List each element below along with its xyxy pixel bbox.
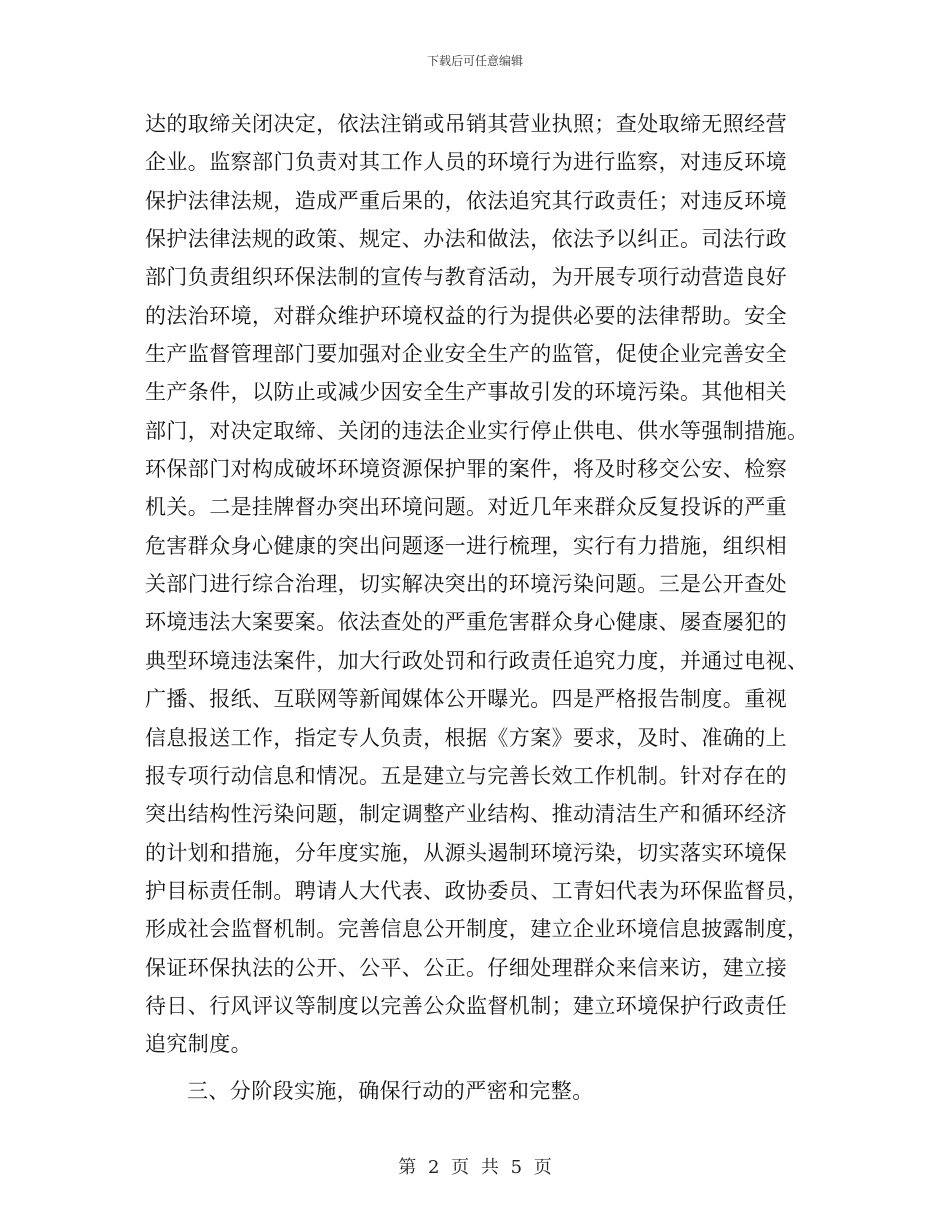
body-line: 达的取缔关闭决定，依法注销或吊销其营业执照；查处取缔无照经营	[145, 112, 787, 136]
page-header-note: 下载后可任意编辑	[426, 54, 523, 68]
body-line: 环境违法大案要案。依法查处的严重危害群众身心健康、屡查屡犯的	[145, 610, 787, 635]
body-line: 生产条件，以防止或减少因安全生产事故引发的环境污染。其他相关	[145, 380, 787, 405]
body-line: 企业。监察部门负责对其工作人员的环境行为进行监察，对违反环境	[145, 150, 787, 175]
body-line: 机关。二是挂牌督办突出环境问题。对近几年来群众反复投诉的严重	[145, 495, 787, 520]
body-line: 报专项行动信息和情况。五是建立与完善长效工作机制。针对存在的	[145, 763, 787, 788]
body-line: 形成社会监督机制。完善信息公开制度，建立企业环境信息披露制度，	[145, 917, 809, 942]
body-line: 部门负责组织环保法制的宣传与教育活动，为开展专项行动营造良好	[145, 265, 787, 290]
body-line: 环保部门对构成破坏环境资源保护罪的案件，将及时移交公安、检察	[145, 457, 787, 482]
body-line: 部门，对决定取缔、关闭的违法企业实行停止供电、供水等强制措施。	[145, 418, 809, 443]
body-line: 保证环保执法的公开、公平、公正。仔细处理群众来信来访，建立接	[145, 955, 787, 980]
body-line: 突出结构性污染问题，制定调整产业结构、推动清洁生产和循环经济	[145, 802, 787, 827]
body-line: 待日、行风评议等制度以完善公众监督机制；建立环境保护行政责任	[145, 993, 787, 1018]
body-line: 的法治环境，对群众维护环境权益的行为提供必要的法律帮助。安全	[145, 303, 787, 328]
body-line: 信息报送工作，指定专人负责，根据《方案》要求，及时、准确的上	[145, 725, 787, 750]
body-line: 典型环境违法案件，加大行政处罚和行政责任追究力度，并通过电视、	[145, 648, 809, 673]
body-line: 追究制度。	[145, 1032, 252, 1057]
body-line: 护目标责任制。聘请人大代表、政协委员、工青妇代表为环保监督员，	[145, 878, 809, 903]
body-line: 保护法律法规，造成严重后果的，依法追究其行政责任；对违反环境	[145, 188, 787, 213]
document-body	[145, 105, 820, 1110]
body-line: 生产监督管理部门要加强对企业安全生产的监管，促使企业完善安全	[145, 342, 787, 367]
body-line: 的计划和措施，分年度实施，从源头遏制环境污染，切实落实环境保	[145, 840, 787, 865]
page-number: 第 2 页 共 5 页	[398, 1157, 552, 1178]
body-line: 危害群众身心健康的突出问题逐一进行梳理，实行有力措施，组织相	[145, 533, 787, 558]
body-line: 广播、报纸、互联网等新闻媒体公开曝光。四是严格报告制度。重视	[145, 687, 787, 712]
body-line: 关部门进行综合治理，切实解决突出的环境污染问题。三是公开查处	[145, 572, 787, 597]
section-heading: 三、分阶段实施，确保行动的严密和完整。	[187, 1078, 594, 1103]
body-line: 保护法律法规的政策、规定、办法和做法，依法予以纠正。司法行政	[145, 227, 787, 252]
